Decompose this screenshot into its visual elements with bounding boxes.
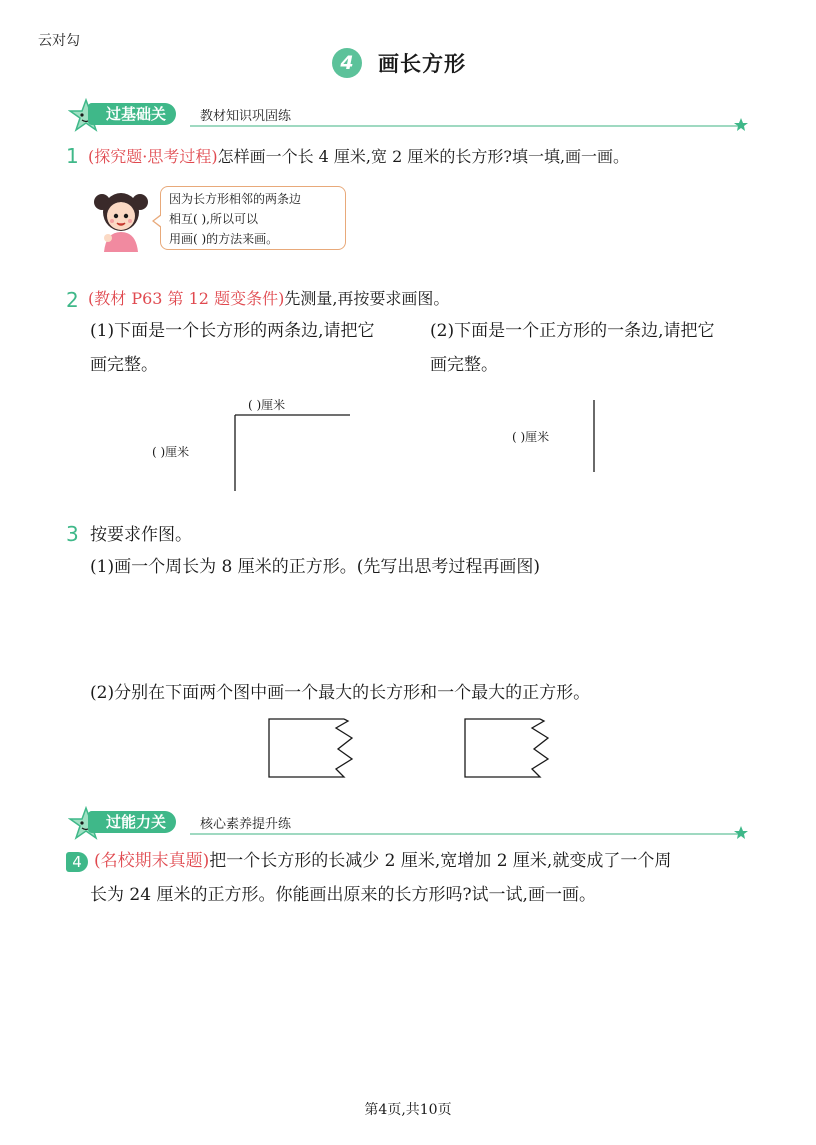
question-1-tag: (探究题·思考过程)	[88, 147, 218, 166]
torn-paper-figure-1	[266, 716, 358, 780]
question-4-line2: 长为 24 厘米的正方形。你能画出原来的长方形吗?试一试,画一画。	[90, 885, 596, 905]
question-4-tag: (名校期末真题)	[94, 851, 210, 871]
page-footer: 第4页,共10页	[364, 1102, 452, 1118]
torn-paper-figure-2	[462, 716, 554, 780]
question-3-part1: (1)画一个周长为 8 厘米的正方形。(先写出思考过程再画图)	[90, 557, 540, 577]
question-2-part2-line2: 画完整。	[430, 355, 498, 375]
section-bar-ability	[68, 806, 748, 842]
question-2-text	[88, 288, 449, 310]
question-4-prompt-line1: 把一个长方形的长减少 2 厘米,宽增加 2 厘米,就变成了一个周	[209, 851, 672, 871]
section-title: 过基础关	[88, 103, 176, 125]
measure-label-left: ( )厘米	[152, 445, 190, 459]
question-2-prompt: 先测量,再按要求画图。	[284, 289, 450, 308]
bubble-tail-inner	[154, 215, 162, 227]
question-4-line1	[94, 850, 671, 872]
rectangle-two-sides-figure	[230, 410, 354, 494]
question-3-prompt: 按要求作图。	[90, 525, 192, 545]
section-subtitle: 核心素养提升练	[200, 817, 292, 832]
bubble-line-1: 因为长方形相邻的两条边	[169, 192, 302, 206]
question-1-prompt: 怎样画一个长 4 厘米,宽 2 厘米的长方形?填一填,画一画。	[217, 147, 630, 166]
lesson-title: 画长方形	[378, 52, 466, 76]
brand-label: 云对勾	[38, 33, 80, 49]
question-3-part2: (2)分别在下面两个图中画一个最大的长方形和一个最大的正方形。	[90, 683, 591, 703]
question-number-3: 3	[66, 522, 79, 546]
question-2-part1-line2: 画完整。	[90, 355, 158, 375]
bubble-line-3: 用画( )的方法来画。	[169, 232, 279, 246]
bubble-line-2: 相互( ),所以可以	[169, 212, 258, 226]
lesson-number-badge: 4	[332, 48, 362, 78]
small-star-icon	[734, 118, 748, 132]
question-number-1: 1	[66, 144, 79, 168]
question-1-text	[88, 146, 629, 168]
question-2-part1-line1: (1)下面是一个长方形的两条边,请把它	[90, 321, 375, 341]
lesson-header	[332, 48, 466, 78]
question-2-part2-line1: (2)下面是一个正方形的一条边,请把它	[430, 321, 715, 341]
section-rule	[190, 833, 738, 835]
girl-avatar-icon	[92, 186, 150, 252]
question-number-2: 2	[66, 288, 79, 312]
section-rule	[190, 125, 738, 127]
section-title: 过能力关	[88, 811, 176, 833]
question-number-4: 4	[66, 852, 88, 872]
question-2-tag: (教材 P63 第 12 题变条件)	[88, 289, 285, 308]
section-subtitle: 教材知识巩固练	[200, 109, 292, 124]
hint-bubble	[160, 186, 346, 250]
measure-label-right: ( )厘米	[512, 430, 550, 444]
section-bar-basic	[68, 98, 748, 134]
square-side-figure	[588, 398, 600, 474]
small-star-icon	[734, 826, 748, 840]
measure-label-top: ( )厘米	[248, 398, 286, 412]
